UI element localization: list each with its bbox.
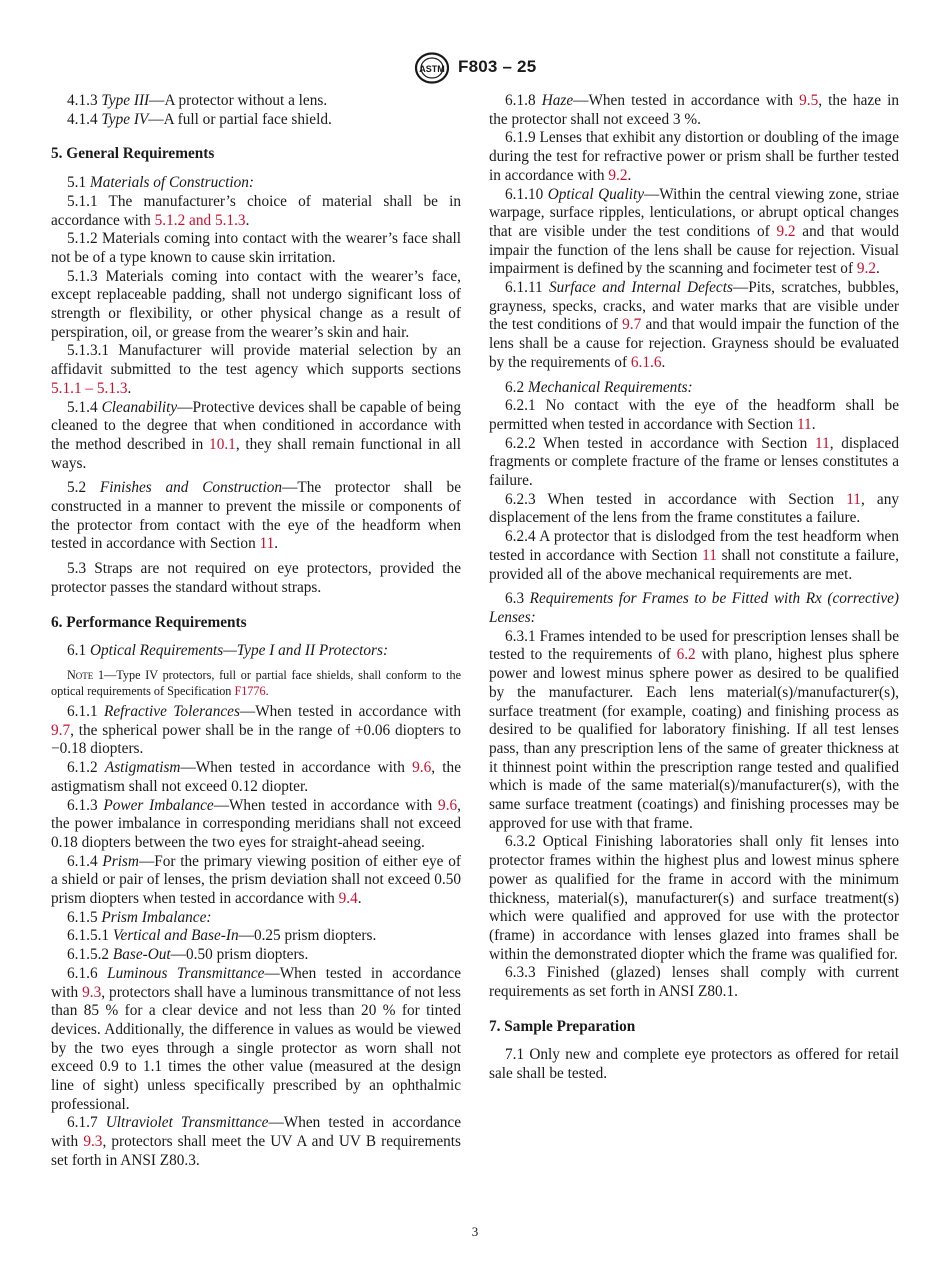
section-6-1-5-2: 6.1.5.2 Base-Out—0.50 prism diopters. [67, 946, 309, 964]
ref-link[interactable]: 11 [702, 546, 717, 564]
ref-link[interactable]: 9.5 [799, 92, 819, 109]
section-6-1: 6.1 Optical Requirements—Type I and II Protectors: [67, 642, 389, 660]
section-6-2-4: 6.2.4 A protector that is dislodged from the test headform when tested in accordance with Section 11 shall not constitute a failure, provided all of the above mechanical requirements are met. [489, 528, 899, 583]
section-6-3-2: 6.3.2 Optical Finishing laboratories shall only fit lenses into protector frames within the highest plus and lowest minus sphere power as qualified for the frame in accord with the minimum thickness, material(s), manufacturer(s) and surface treatment(s) which were qualified and approved for use with the protector (frame) in accordance with lenses glazed into frames shall be within the demonstrated diopter which the frame was qualified for. [489, 833, 899, 963]
ref-link[interactable]: 11 [259, 535, 275, 553]
section-5-heading: 5. General Requirements [51, 145, 215, 163]
section-5-1-3-1: 5.1.3.1 Manufacturer will provide material selection by an affidavit submitted to the test agency which supports sections 5.1.1 – 5.1.3. [51, 342, 461, 397]
section-6-heading: 6. Performance Requirements [51, 613, 247, 631]
ref-link[interactable]: 9.4 [338, 890, 358, 908]
section-7-heading: 7. Sample Preparation [489, 1017, 636, 1035]
section-6-2: 6.2 Mechanical Requirements: [505, 378, 693, 396]
ref-link[interactable]: 9.7 [51, 721, 71, 739]
section-4-1-4: 4.1.4 Type IV—A full or partial face shield. [67, 110, 332, 128]
section-6-1-4: 6.1.4 Prism—For the primary viewing position of either eye of a shield or pair of lenses, the prism deviation shall not exceed 0.50 prism diopters when tested in accordance with 9.4. [51, 852, 461, 908]
ref-link[interactable]: 5.1.2 and 5.1.3 [154, 211, 246, 229]
ref-link[interactable]: 9.7 [622, 316, 642, 334]
ref-link[interactable]: 9.2 [776, 222, 796, 240]
ref-link[interactable]: 9.2 [608, 166, 628, 184]
ref-link[interactable]: F1776 [234, 683, 266, 698]
section-6-1-10: 6.1.10 Optical Quality—Within the central viewing zone, striae warpage, surface ripples, lenticulations, or abrupt optical changes that are visible under the test conditions of 9.2 and that would impair the function of the lens shall be cause for rejection. Visual impairment is defined by the scanning and focimeter test of 9.2. [489, 185, 899, 278]
section-6-1-11: 6.1.11 Surface and Internal Defects—Pits, scratches, bubbles, grayness, specks, cracks, and water marks that are visible under the test conditions of 9.7 and that would impair the function of the lens shall be a cause for rejection. Grayness should be evaluated by the requirements of 6.1.6. [489, 279, 899, 371]
section-5-1-2: 5.1.2 Materials coming into contact with the wearer’s face shall not be of a type known to cause skin irritation. [51, 230, 461, 266]
section-6-1-5-1: 6.1.5.1 Vertical and Base-In—0.25 prism diopters. [67, 927, 377, 945]
section-6-3: 6.3 Requirements for Frames to be Fitted with Rx (corrective) Lenses: [489, 590, 899, 626]
section-6-1-8: 6.1.8 Haze—When tested in accordance with 9.5, the haze in the protector shall not exceed 3 %. [489, 92, 899, 128]
section-6-3-3: 6.3.3 Finished (glazed) lenses shall comply with current requirements as set forth in ANSI Z80.1. [489, 964, 899, 1001]
section-6-2-3: 6.2.3 When tested in accordance with Section 11, any displacement of the lens from the frame constitutes a failure. [489, 490, 899, 527]
left-column [51, 92, 461, 1171]
svg-text:ASTM: ASTM [419, 64, 445, 74]
section-6-1-7: 6.1.7 Ultraviolet Transmittance—When tested in accordance with 9.3, protectors shall meet the UV A and UV B requirements set forth in ANSI Z80.3. [51, 1114, 461, 1169]
section-6-1-9: 6.1.9 Lenses that exhibit any distortion or doubling of the image during the test for refractive power or prism shall be further tested in accordance with 9.2. [489, 129, 899, 184]
ref-link[interactable]: 6.2 [676, 646, 696, 664]
section-6-1-3: 6.1.3 Power Imbalance—When tested in accordance with 9.6, the power imbalance in corresponding meridians shall not exceed 0.18 diopters between the two eyes for straight-ahead seeing. [51, 796, 461, 851]
ref-link[interactable]: 6.1.6 [630, 353, 662, 371]
ref-link[interactable]: 10.1 [209, 435, 236, 453]
section-6-2-2: 6.2.2 When tested in accordance with Section 11, displaced fragments or complete fracture of the frame or lenses constitutes a failure. [489, 434, 899, 490]
section-5-1-3: 5.1.3 Materials coming into contact with the wearer’s face, except replaceable padding, shall not undergo significant loss of strength or flexibility, or other physical change as a result of perspiration, oil, or grease from the wearer’s skin and hair. [51, 267, 461, 341]
right-column [489, 92, 899, 1084]
note-1: Note 1—Type IV protectors, full or partial face shields, shall conform to the optical requirements of Specification F1776. [51, 667, 461, 698]
section-6-1-2: 6.1.2 Astigmatism—When tested in accordance with 9.6, the astigmatism shall not exceed 0.12 diopter. [51, 759, 461, 795]
ref-link[interactable]: 9.3 [82, 983, 102, 1001]
section-6-1-1: 6.1.1 Refractive Tolerances—When tested in accordance with 9.7, the spherical power shall be in the range of +0.06 diopters to −0.18 diopters. [51, 702, 461, 758]
ref-link[interactable]: 5.1.1 – 5.1.3 [51, 379, 128, 397]
ref-link[interactable]: 11 [815, 434, 830, 452]
section-4-1-3: 4.1.3 Type III—A protector without a lens. [67, 92, 328, 109]
ref-link[interactable]: 9.6 [438, 796, 458, 814]
section-6-2-1: 6.2.1 No contact with the eye of the headform shall be permitted when tested in accordance with Section 11. [489, 397, 899, 433]
section-6-3-1: 6.3.1 Frames intended to be used for prescription lenses shall be tested to the requirements of 6.2 with plano, highest plus sphere power and lowest minus sphere power as desired to be qualified by the manufacturer. Each lens material(s)/manufacturer(s), surface treatment (for example, coating) and finishing process as desired to be qualified for laboratory finishing. If all test lenses pass, than any prescription lens of the same of greater thickness at it thinnest point within the prescription range tested and qualified which is made of the same material(s)/manufacturer(s), with the same surface treatment (coatings) and finishing processes may be approved for use with that frame. [489, 627, 899, 832]
ref-link[interactable]: 11 [846, 490, 861, 508]
ref-link[interactable]: 11 [796, 415, 812, 433]
ref-link[interactable]: 9.2 [856, 260, 876, 278]
section-5-1: 5.1 Materials of Construction: [67, 174, 254, 192]
section-5-1-1: 5.1.1 The manufacturer’s choice of material shall be in accordance with 5.1.2 and 5.1.3. [51, 192, 461, 229]
ref-link[interactable]: 9.3 [83, 1133, 103, 1151]
section-5-2: 5.2 Finishes and Construction—The protector shall be constructed in a manner to prevent the missile or components of the protector from contact with the eye of the headform when tested in accordance with Section 11. [51, 479, 461, 553]
astm-logo-icon [414, 52, 450, 84]
section-5-3: 5.3 Straps are not required on eye protectors, provided the protector passes the standard without straps. [51, 560, 461, 596]
section-7-1: 7.1 Only new and complete eye protectors as offered for retail sale shall be tested. [489, 1046, 899, 1083]
page-header [0, 52, 950, 86]
ref-link[interactable]: 9.6 [412, 759, 432, 777]
section-5-1-4: 5.1.4 Cleanability—Protective devices shall be capable of being cleaned to the degree that when conditioned in accordance with the method described in 10.1, they shall remain functional in all ways. [51, 398, 462, 472]
standard-designation: F803 – 25 [458, 57, 537, 76]
page-number: 3 [471, 1224, 479, 1239]
section-6-1-5: 6.1.5 Prism Imbalance: [67, 908, 212, 926]
section-6-1-6: 6.1.6 Luminous Transmittance—When tested in accordance with 9.3, protectors shall have a luminous transmittance of not less than 85 % for a clear device and not less than 20 % for tinted devices. Additionally, the difference in values as would be viewed by the two eyes through a single protector as worn shall not exceed 0.9 to 1.1 times the other value (measured at the design line of sight) unless specifically prescribed by an ophthalmic professional. [51, 964, 461, 1113]
